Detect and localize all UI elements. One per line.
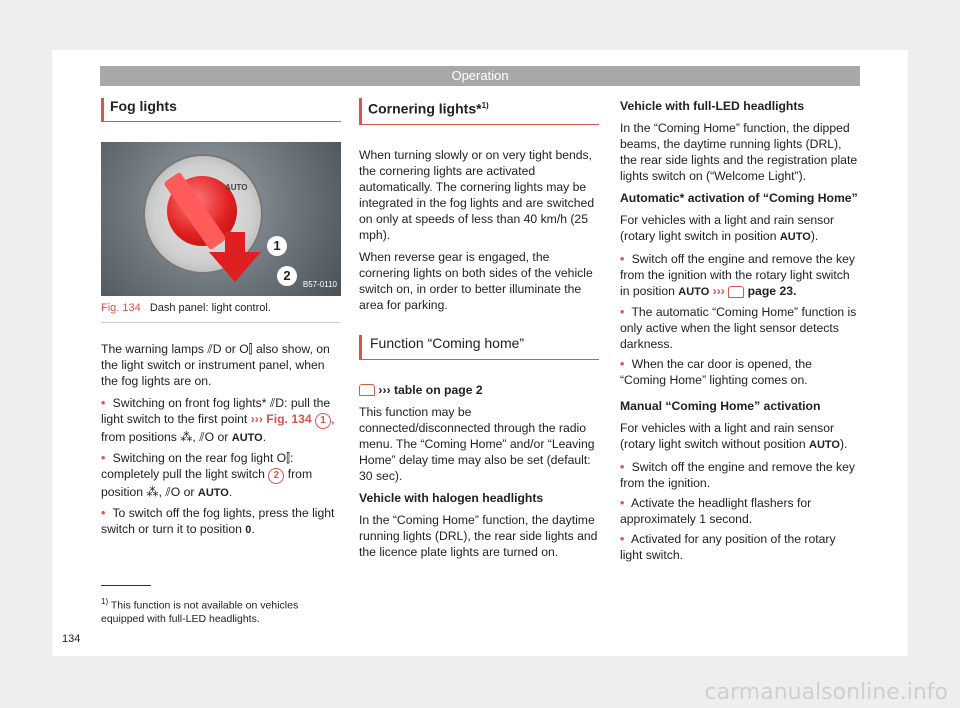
callout-ref: 1: [315, 413, 331, 429]
header-title: Operation: [100, 66, 860, 86]
zero-symbol: 0: [245, 524, 252, 536]
car-icon: [359, 384, 375, 396]
bullet-switch-off: • To switch off the fog lights, press the light switch or turn it to position 0.: [101, 506, 335, 536]
auto-label: AUTO: [225, 183, 248, 192]
cornering-title: [368, 98, 599, 124]
bullet-rear-fog: • Switching on the rear fog light O⫿: completely pull the light switch 2 from position ⁂, ⫽O or AUTO.: [101, 451, 313, 499]
bullet-auto-2: [620, 304, 860, 352]
bullet-text: Switching on the rear fog light O⫿: completely pull the light switch: [101, 451, 294, 481]
footnote-text: This function is not available on vehicles equipped with full-LED headlights.: [101, 599, 299, 625]
figure-number: Fig. 134: [101, 302, 141, 314]
manual-activation-title: Manual “Coming Home” activation: [620, 399, 821, 413]
bullet-manual-1: [620, 459, 860, 491]
light-control-figure: [101, 142, 341, 296]
bullet-text: To switch off the fog lights, press the light switch or turn it to position: [101, 506, 335, 536]
manual-activation-para: For vehicles with a light and rain sensor (rotary light switch without position AUTO).: [620, 421, 848, 451]
bullet-icon: •: [620, 305, 625, 319]
figure-caption: [101, 300, 341, 323]
coming-home-title: Function “Coming home”: [359, 335, 599, 360]
bullet-icon: •: [620, 532, 625, 546]
column-led: [620, 98, 860, 567]
bullet-text: , from positions ⁂, ⫽O or: [101, 412, 335, 444]
callout-1: 1: [267, 236, 287, 256]
halogen-para: In the “Coming Home” function, the daytime running lights (DRL), the rear side lights and the licence plate lights are turned on.: [359, 512, 598, 559]
bullet-text: When the car door is opened, the “Coming Home” lighting comes on.: [620, 357, 812, 387]
auto-symbol: AUTO: [678, 286, 710, 298]
bullet-text: Switching on front fog lights* ⫽D: pull the light switch to the first point: [101, 396, 331, 426]
auto-activation-para: For vehicles with a light and rain sensor (rotary light switch in position AUTO).: [620, 213, 835, 243]
bullet-icon: •: [101, 506, 106, 520]
pull-arrow-stem: [225, 232, 245, 254]
halogen-title: Vehicle with halogen headlights: [359, 490, 544, 505]
bullet-text: Activated for any position of the rotary light switch.: [620, 532, 836, 562]
page-number: 134: [62, 633, 81, 645]
fog-para: The warning lamps ⫽D or O⫿ also show, on the light switch or instrument panel, when the fog lights are on.: [101, 342, 330, 388]
page-reference-link[interactable]: page 23.: [747, 284, 797, 298]
footnote-divider: [101, 585, 151, 586]
bullet-text: Switch off the engine and remove the key from the ignition with the rotary light switch in position: [620, 252, 856, 298]
bullet-front-fog: • Switching on front fog lights* ⫽D: pull the light switch to the first point ››› Fig. 134 1 , from positions ⁂, ⫽O or AUTO.: [101, 396, 335, 444]
bullet-text: The automatic “Coming Home” function is only active when the light sensor detects darkness.: [620, 305, 857, 351]
pull-arrow-icon: [209, 252, 261, 282]
bullet-icon: •: [620, 496, 625, 510]
led-para: In the “Coming Home” function, the dipped beams, the daytime running lights (DRL), the rear side lights and the registration plate lights switch on (“Welcome Light”).: [620, 121, 858, 183]
watermark: carmanualsonline.info: [704, 680, 948, 705]
bullet-icon: •: [101, 451, 106, 465]
bullet-icon: •: [620, 252, 625, 266]
footnote: [101, 595, 341, 626]
bullet-manual-2: [620, 495, 860, 527]
auto-activation-title: Automatic* activation of “Coming Home”: [620, 191, 858, 205]
bullet-manual-3: [620, 531, 860, 563]
footnote-marker: 1): [101, 597, 109, 606]
auto-symbol: AUTO: [231, 432, 263, 444]
auto-symbol: AUTO: [809, 439, 840, 451]
column-fog-lights: [101, 98, 341, 542]
section-heading: [359, 98, 599, 125]
auto-activation-text: For vehicles with a light and rain sensor (rotary light switch in position: [620, 213, 835, 243]
bullet-text: from position ⁂, ⫽O or: [101, 467, 313, 499]
callout-2: 2: [277, 266, 297, 286]
callout-ref: 2: [268, 468, 284, 484]
bullet-text: Switch off the engine and remove the key from the ignition.: [620, 460, 856, 490]
column-cornering: [359, 98, 599, 566]
section-heading: [101, 98, 341, 122]
coming-home-para: This function may be connected/disconnected through the radio menu. The “Coming Home” and/or “Leaving Home” delay time may also be set (default: 30 sec).: [359, 404, 595, 483]
led-title: Vehicle with full-LED headlights: [620, 99, 805, 113]
cornering-para-1: When turning slowly or on very tight bends, the cornering lights are activated automatically. The cornering lights may be integrated in the fog lights and are switched on only at speeds of less than 40 km/h (25 mph).: [359, 147, 595, 242]
cornering-para-2: When reverse gear is engaged, the cornering lights on both sides of the vehicle switch on, in order to better illuminate the area for parking.: [359, 249, 593, 312]
cornering-title-text: Cornering lights*: [368, 100, 482, 117]
auto-symbol: AUTO: [197, 487, 229, 499]
bullet-auto-1: [620, 251, 860, 300]
car-icon: [728, 286, 744, 298]
figure-caption-text: Dash panel: light control.: [149, 302, 271, 314]
fog-lights-title: Fog lights: [110, 98, 177, 114]
table-reference-link[interactable]: ››› table on page 2: [378, 382, 483, 397]
figure-code: B57-0110: [302, 280, 337, 289]
footnote-marker: 1): [481, 101, 489, 110]
auto-symbol: AUTO: [779, 231, 811, 243]
table-reference: [359, 382, 599, 398]
bullet-text: Activate the headlight flashers for approximately 1 second.: [620, 496, 812, 526]
manual-activation-text: For vehicles with a light and rain sensor (rotary light switch without position: [620, 421, 835, 451]
bullet-icon: •: [620, 357, 625, 371]
bullet-auto-3: [620, 356, 860, 388]
fig-reference-link[interactable]: ››› Fig. 134: [250, 412, 312, 426]
page-reference-arrow: ›››: [712, 284, 725, 298]
bullet-icon: •: [620, 460, 625, 474]
bullet-icon: •: [101, 396, 106, 410]
